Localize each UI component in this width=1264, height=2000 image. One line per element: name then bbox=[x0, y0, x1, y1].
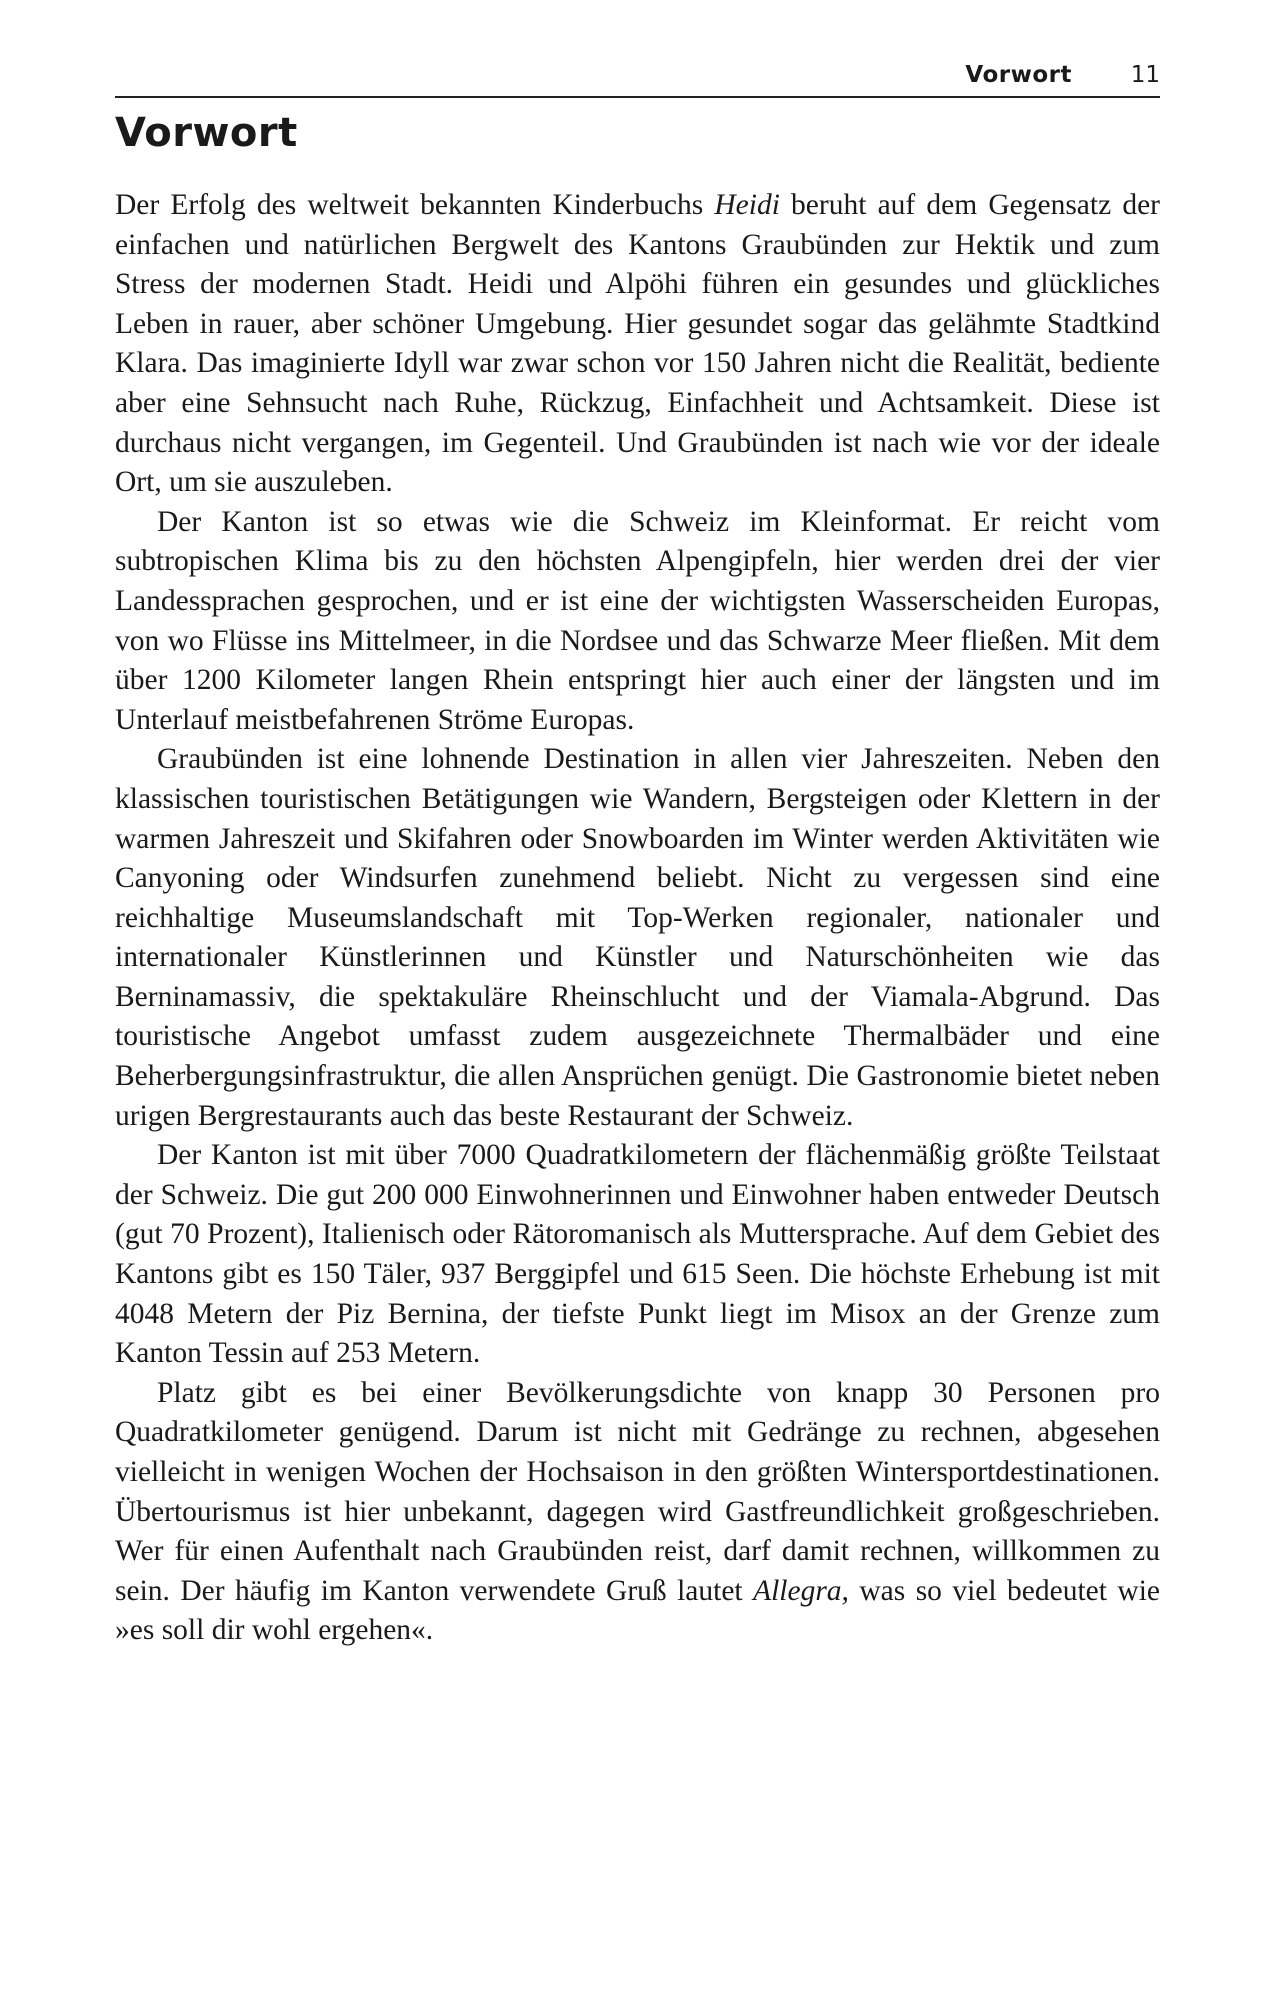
paragraph bbox=[115, 1136, 1160, 1374]
text-run: Graubünden ist eine lohnende Destination in allen vier Jahreszeiten. Neben den klassischen touristischen Betätigungen wie Wandern, Bergsteigen oder Klettern in der warmen Jahreszeit und Skifahren oder Snowboarden im Winter werden Aktivitäten wie Canyoning oder Windsurfen zunehmend beliebt. Nicht zu vergessen sind eine reichhaltige Museumslandschaft mit Top-Werken regionaler, nationaler und internationaler Künstlerinnen und Künstler und Naturschönheiten wie das Berninamassiv, die spektakuläre Rheinschlucht und der Viamala-Abgrund. Das touristische Angebot umfasst zudem ausgezeichnete Thermalbäder und eine Beherbergungsinfrastruktur, die allen Ansprüchen genügt. Die Gastronomie bietet neben urigen Bergrestaurants auch das beste Restaurant der Schweiz. bbox=[115, 743, 1160, 1132]
text-run: beruht auf dem Gegensatz der einfachen und natürlichen Bergwelt des Kantons Graubünden zur Hektik und zum Stress der modernen Stadt. Heidi und Alpöhi führen ein gesundes und glückliches Leben in rauer, aber schöner Umgebung. Hier gesundet sogar das gelähmte Stadtkind Klara. Das imaginierte Idyll war zwar schon vor 150 Jahren nicht die Realität, bediente aber eine Sehnsucht nach Ruhe, Rückzug, Einfachheit und Achtsamkeit. Diese ist durchaus nicht vergangen, im Gegenteil. Und Graubünden ist nach wie vor der ideale Ort, um sie auszuleben. bbox=[115, 189, 1160, 499]
paragraph bbox=[115, 740, 1160, 1136]
text-run: was so viel bedeutet wie »es soll dir wohl ergehen«. bbox=[115, 1574, 1160, 1647]
page-number: 11 bbox=[1130, 62, 1160, 88]
text-run: Der Kanton ist mit über 7000 Quadratkilometern der flächenmäßig größte Teilstaat der Schweiz. Die gut 200 000 Einwohnerinnen und Einwohner haben entweder Deutsch (gut 70 Prozent), Italienisch oder Rätoromanisch als Muttersprache. Auf dem Gebiet des Kantons gibt es 150 Täler, 937 Berggipfel und 615 Seen. Die höchste Erhebung ist mit 4048 Metern der Piz Bernina, der tiefste Punkt liegt im Misox an der Grenze zum Kanton Tessin auf 253 Metern. bbox=[115, 1139, 1160, 1370]
italic-text-run: Allegra, bbox=[753, 1574, 849, 1607]
text-run: Der Kanton ist so etwas wie die Schweiz im Kleinformat. Er reicht vom subtropischen Klima bis zu den höchsten Alpengipfeln, hier werden drei der vier Landessprachen gesprochen, und er ist eine der wichtigsten Wasserscheiden Europas, von wo Flüsse ins Mittelmeer, in die Nordsee und das Schwarze Meer fließen. Mit dem über 1200 Kilometer langen Rhein entspringt hier auch einer der längsten und im Unterlauf meistbefahrenen Ströme Europas. bbox=[115, 505, 1160, 736]
text-run: Der Erfolg des weltweit bekannten Kinderbuchs bbox=[115, 189, 715, 221]
running-head bbox=[115, 62, 1160, 98]
paragraph bbox=[115, 186, 1160, 503]
italic-text-run: Heidi bbox=[714, 189, 780, 221]
paragraph bbox=[115, 503, 1160, 741]
paragraph bbox=[115, 1374, 1160, 1651]
running-head-title: Vorwort bbox=[965, 62, 1072, 88]
text-run: Platz gibt es bei einer Bevölkerungsdichte von knapp 30 Personen pro Quadratkilometer genügend. Darum ist nicht mit Gedränge zu rechnen, abgesehen vielleicht in wenigen Wochen der Hochsaison in den größten Wintersportdestinationen. Übertourismus ist hier unbekannt, dagegen wird Gastfreundlichkeit großgeschrieben. Wer für einen Aufenthalt nach Graubünden reist, darf damit rechnen, willkommen zu sein. Der häufig im Kanton verwendete Gruß lautet bbox=[115, 1376, 1160, 1607]
body-text bbox=[115, 186, 1160, 1651]
chapter-title: Vorwort bbox=[115, 110, 298, 156]
